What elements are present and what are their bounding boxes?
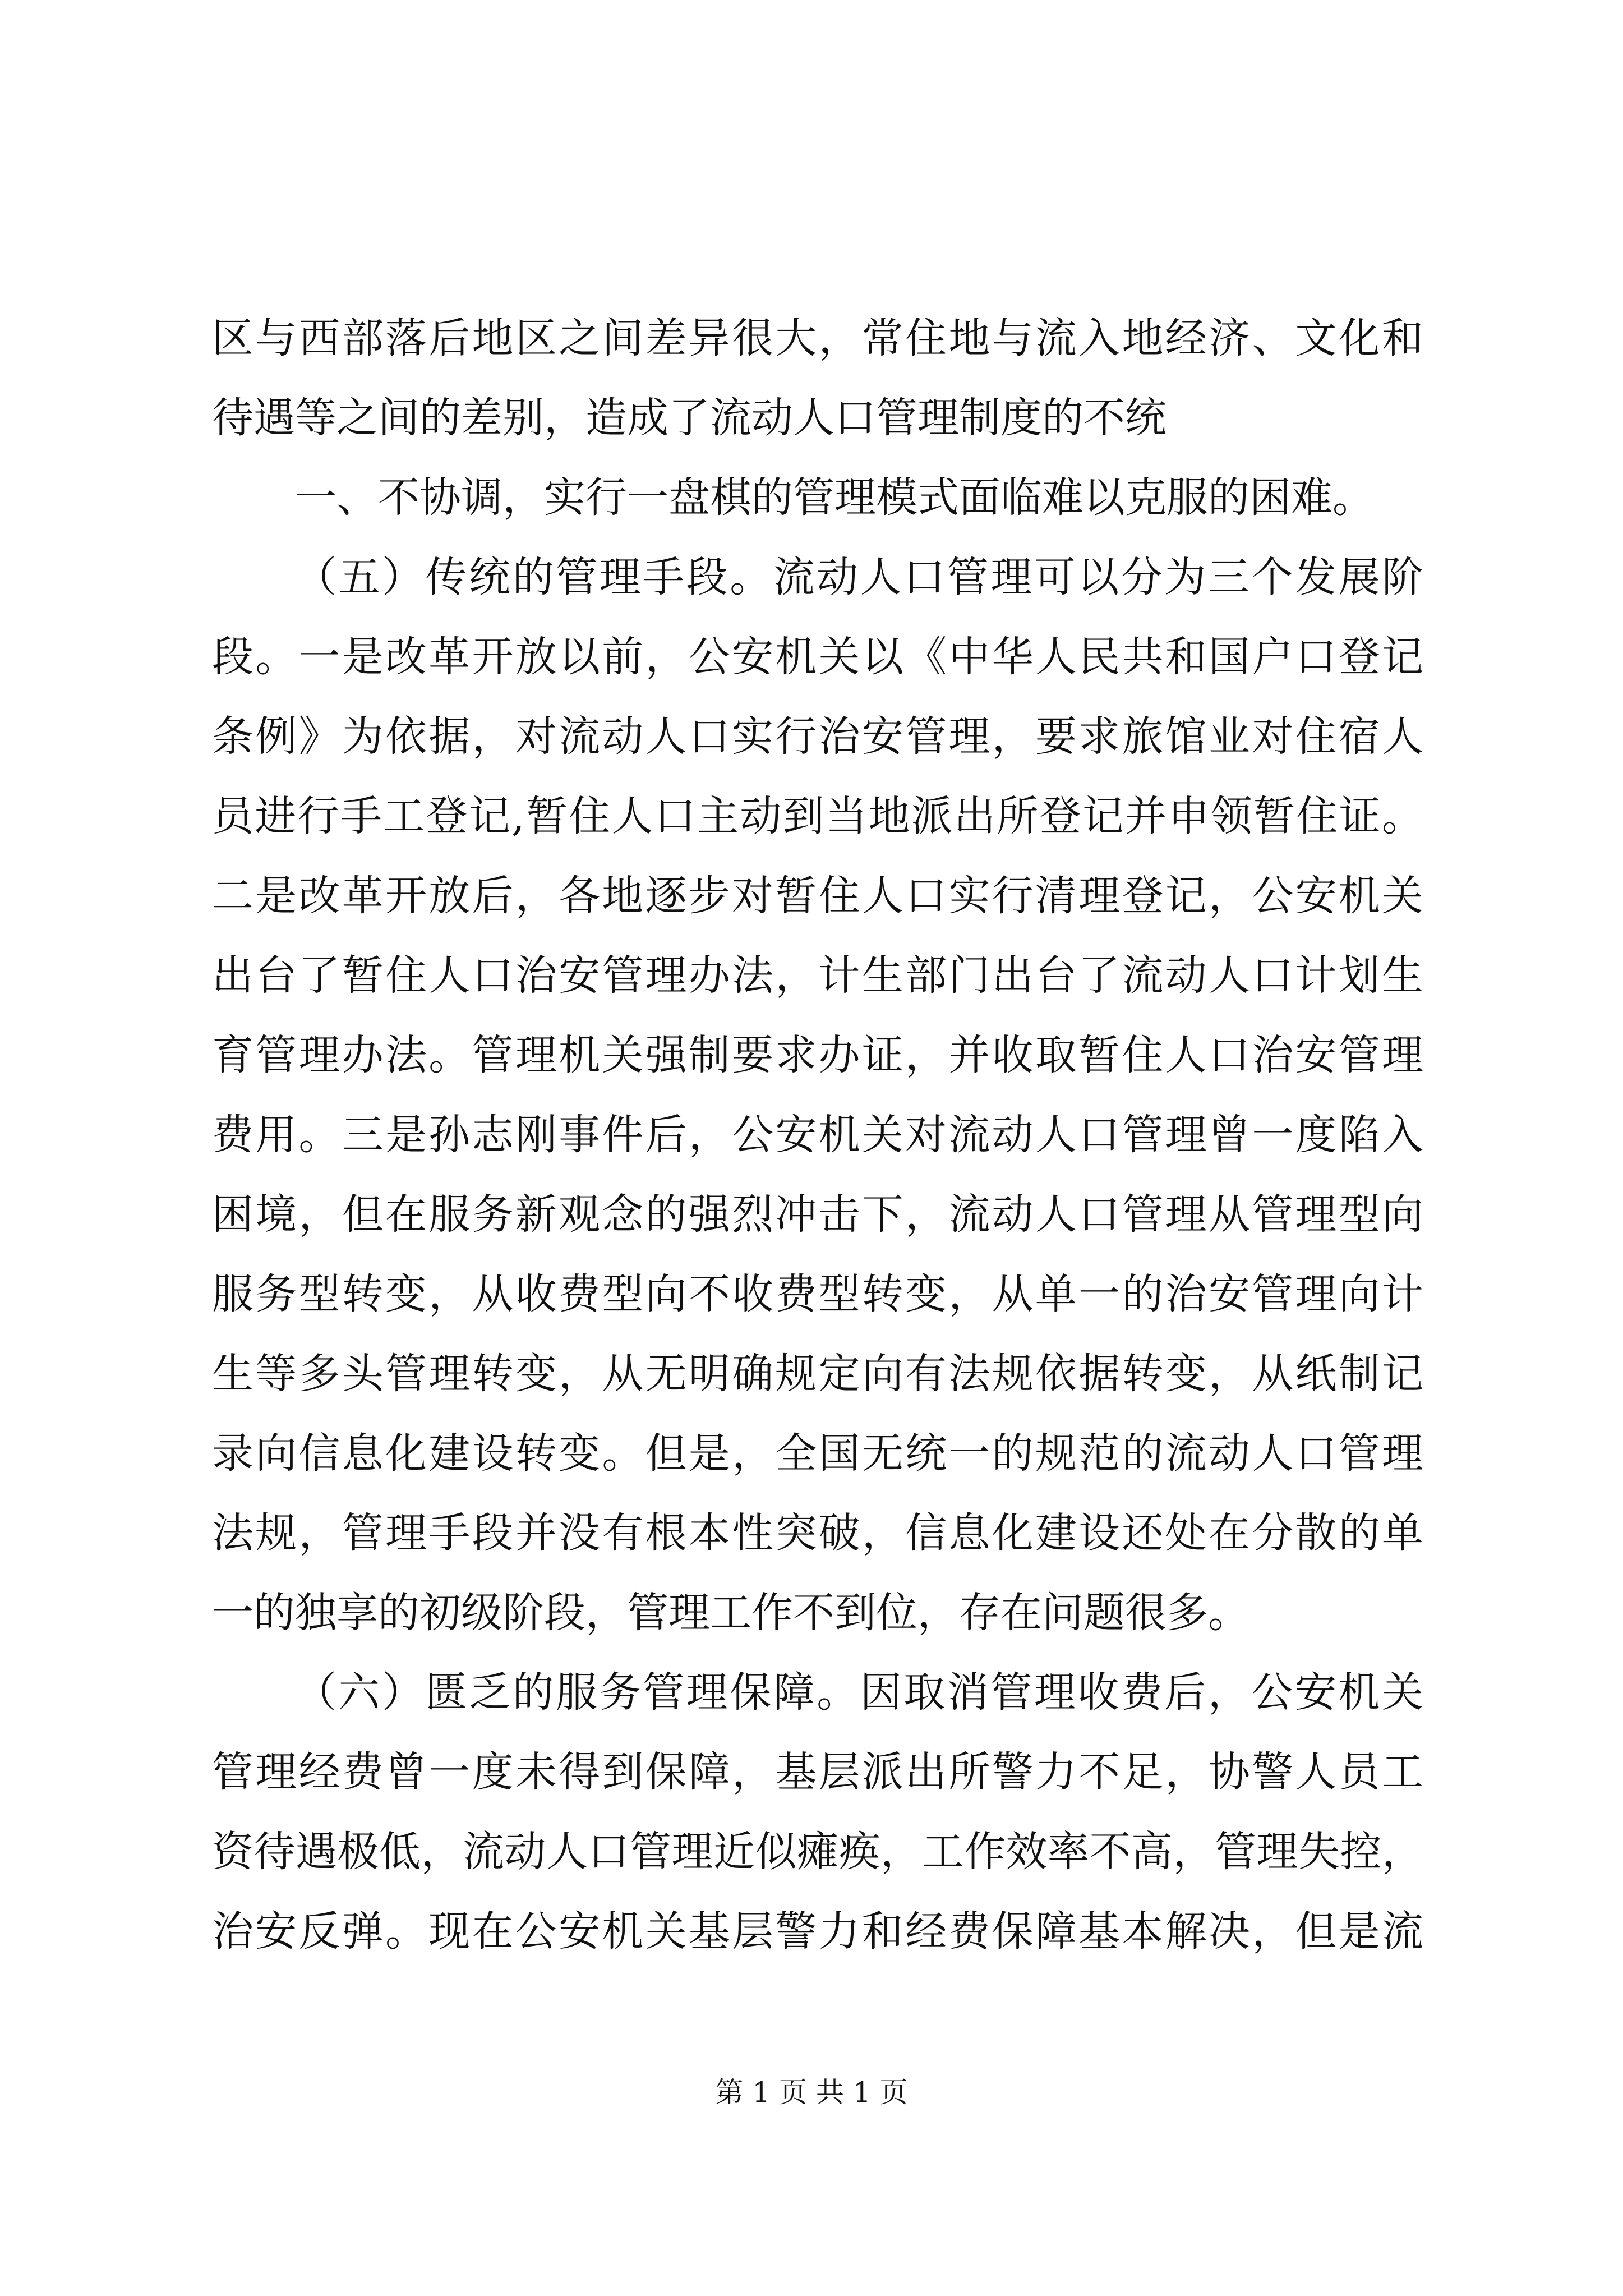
- document-body: [212, 298, 1423, 1971]
- paragraph-line: 费用。三是孙志刚事件后，公安机关对流动人口管理曾一度陷入: [212, 1111, 1423, 1159]
- paragraph-line: 段。一是改革开放以前，公安机关以《中华人民共和国户口登记: [212, 633, 1423, 681]
- paragraph-line: 一的独享的初级阶段，管理工作不到位，存在问题很多。: [212, 1589, 1249, 1637]
- paragraph-line: 待遇等之间的差别，造成了流动人口管理制度的不统: [212, 394, 1166, 442]
- paragraph-line: 二是改革开放后，各地逐步对暂住人口实行清理登记，公安机关: [212, 872, 1423, 920]
- paragraph-line: 治安反弹。现在公安机关基层警力和经费保障基本解决，但是流: [212, 1907, 1423, 1955]
- paragraph-line: （五）传统的管理手段。流动人口管理可以分为三个发展阶: [295, 553, 1423, 601]
- paragraph-line: 生等多头管理转变，从无明确规定向有法规依据转变，从纸制记: [212, 1350, 1423, 1398]
- paragraph-line: 区与西部落后地区之间差异很大，常住地与流入地经济、文化和: [212, 314, 1423, 362]
- paragraph-line: 出台了暂住人口治安管理办法，计生部门出台了流动人口计划生: [212, 951, 1423, 1000]
- paragraph-line: 服务型转变，从收费型向不收费型转变，从单一的治安管理向计: [212, 1270, 1423, 1318]
- page-footer: 第 1 页 共 1 页: [715, 2076, 908, 2109]
- paragraph-line: 一、不协调，实行一盘棋的管理模式面临难以克服的困难。: [295, 473, 1374, 522]
- paragraph-line: 员进行手工登记,暂住人口主动到当地派出所登记并申领暂住证。: [212, 792, 1423, 840]
- paragraph-line: 育管理办法。管理机关强制要求办证，并收取暂住人口治安管理: [212, 1031, 1423, 1079]
- paragraph-line: 管理经费曾一度未得到保障，基层派出所警力不足，协警人员工: [212, 1748, 1423, 1796]
- paragraph-line: 资待遇极低，流动人口管理近似瘫痪，工作效率不高，管理失控，: [212, 1828, 1423, 1876]
- paragraph-line: 困境，但在服务新观念的强烈冲击下，流动人口管理从管理型向: [212, 1190, 1423, 1239]
- paragraph-line: 法规，管理手段并没有根本性突破，信息化建设还处在分散的单: [212, 1509, 1423, 1557]
- paragraph-line: （六）匮乏的服务管理保障。因取消管理收费后，公安机关: [295, 1668, 1423, 1717]
- paragraph-line: 录向信息化建设转变。但是，全国无统一的规范的流动人口管理: [212, 1429, 1423, 1478]
- paragraph-line: 条例》为依据，对流动人口实行治安管理，要求旅馆业对住宿人: [212, 712, 1423, 761]
